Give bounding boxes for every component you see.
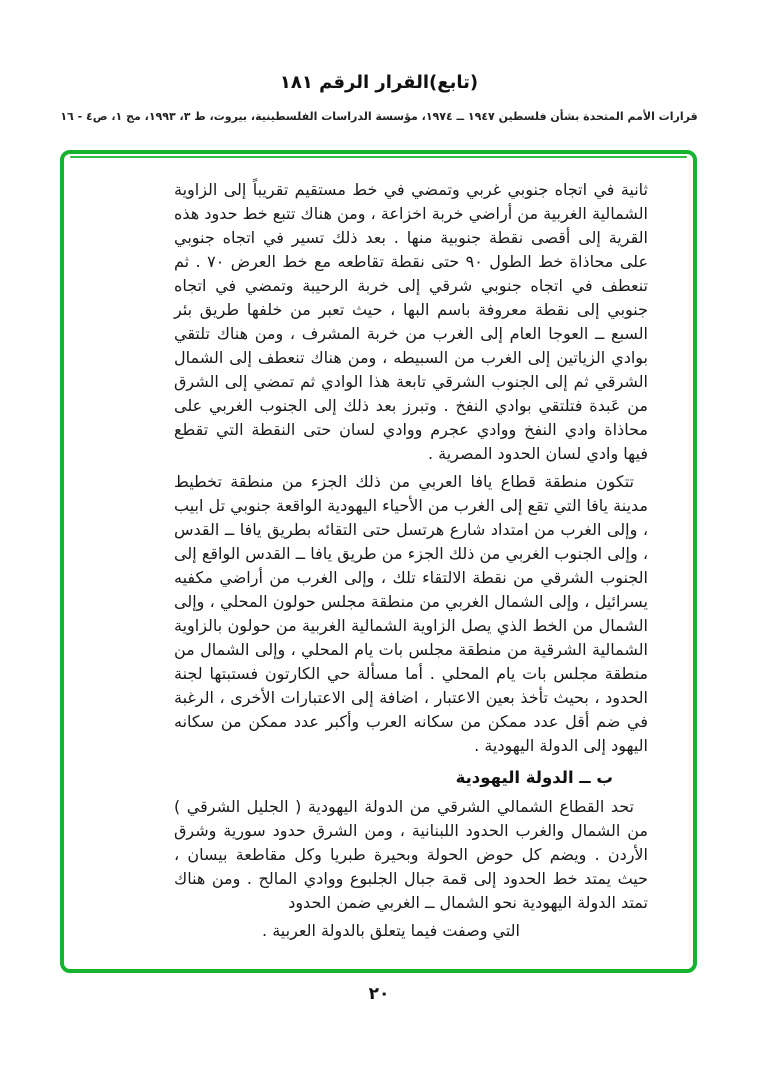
green-border-frame (60, 150, 697, 973)
page-number: ٢٠ (368, 984, 390, 1004)
page-title: (تابع)القرار الرقم ١٨١ (279, 72, 479, 93)
paragraph-jewish-state-last-line: التي وصفت فيما يتعلق بالدولة العربية . (262, 921, 520, 940)
paragraph-arab-state-boundary: ثانية في اتجاه جنوبي غربي وتمضي في خط مستقيم تقريباً إلى الزاوية الشمالية الغربية من أراضي خربة اخزاعة ، ومن هناك تتبع خط حدود هذه القرية إلى أقصى نقطة جنوبية منها . بعد ذلك تسير في اتجاه جنوبي على محاذاة خط الطول ٩٠ حتى نقطة تقاطعه مع خط العرض ٧٠ . ثم تنعطف في اتجاه جنوبي شرقي إلى خربة الرحيبة وتمضي في اتجاه جنوبي إلى نقطة معروفة باسم البها ، حيث تعبر من خلفها طريق بئر السبع ــ العوجا العام إلى الغرب من خربة المشرف ، ومن هناك تلتقي بوادي الزياتين إلى الغرب من السبيطه ، ومن هناك تنعطف إلى الشمال الشرقي ثم إلى الجنوب الشرقي تابعة هذا الوادي ثم تمضي إلى الشرق من عَبدة فتلتقي بوادي النفخ . وتبرز بعد ذلك إلى الجنوب الغربي على محاذاة وادي النفخ ووادي عجرم ووادي لسان حتى النقطة التي تقطع فيها وادي لسان الحدود المصرية . (174, 180, 649, 463)
paragraph-jewish-state-boundary: تحد القطاع الشمالي الشرقي من الدولة اليهودية ( الجليل الشرقي ) من الشمال والغرب الحدود اللبنانية ، ومن الشرق حدود سورية وشرق الأردن . ويضم كل حوض الحولة وبحيرة طبريا وكل مقاطعة بيسان ، حيث يمتد خط الحدود إلى قمة جبال الجلبوع ووادي المالح . ومن هناك تمتد الدولة اليهودية نحو الشمال ــ الغربي ضمن الحدود (174, 797, 648, 912)
section-heading-jewish-state: ب ــ الدولة اليهودية (455, 768, 613, 787)
paragraph-jaffa-enclave: تتكون منطقة قطاع يافا العربي من ذلك الجزء من منطقة تخطيط مدينة يافا التي تقع إلى الغرب من الأحياء اليهودية الواقعة جنوبي تل ابيب ، وإلى الغرب من امتداد شارع هرتسل حتى التقائه بطريق يافا ــ القدس ، وإلى الجنوب الغربي من ذلك الجزء من طريق يافا ــ القدس الواقع إلى الجنوب الشرقي من نقطة الالتقاء تلك ، وإلى الغرب من أراضي مكفيه يسرائيل ، وإلى الشمال الغربي من منطقة مجلس حولون المحلي ، وإلى الشمال من الخط الذي يصل الزاوية الشمالية الغربية من حولون بالزاوية الشمالية الشرقية من منطقة مجلس بات يام المحلي ، وإلى الشمال من منطقة مجلس بات يام المحلي . أما مسألة حي الكارتون فستبتها لجنة الحدود ، بحيث تأخذ بعين الاعتبار ، اضافة إلى الاعتبارات الأخرى ، الرغبة في ضم أقل عدد ممكن من سكانه العرب وأكبر عدد ممكن من سكانه اليهود إلى الدولة اليهودية . (174, 472, 648, 755)
source-citation-line: قرارات الأمم المتحدة بشأن فلسطين ١٩٤٧ ــ ١٩٧٤، مؤسسة الدراسات الفلسطينية، بيروت، ط ٣، ١٩٩٣، مج ١، ص٤ - ١٦ (60, 110, 698, 123)
